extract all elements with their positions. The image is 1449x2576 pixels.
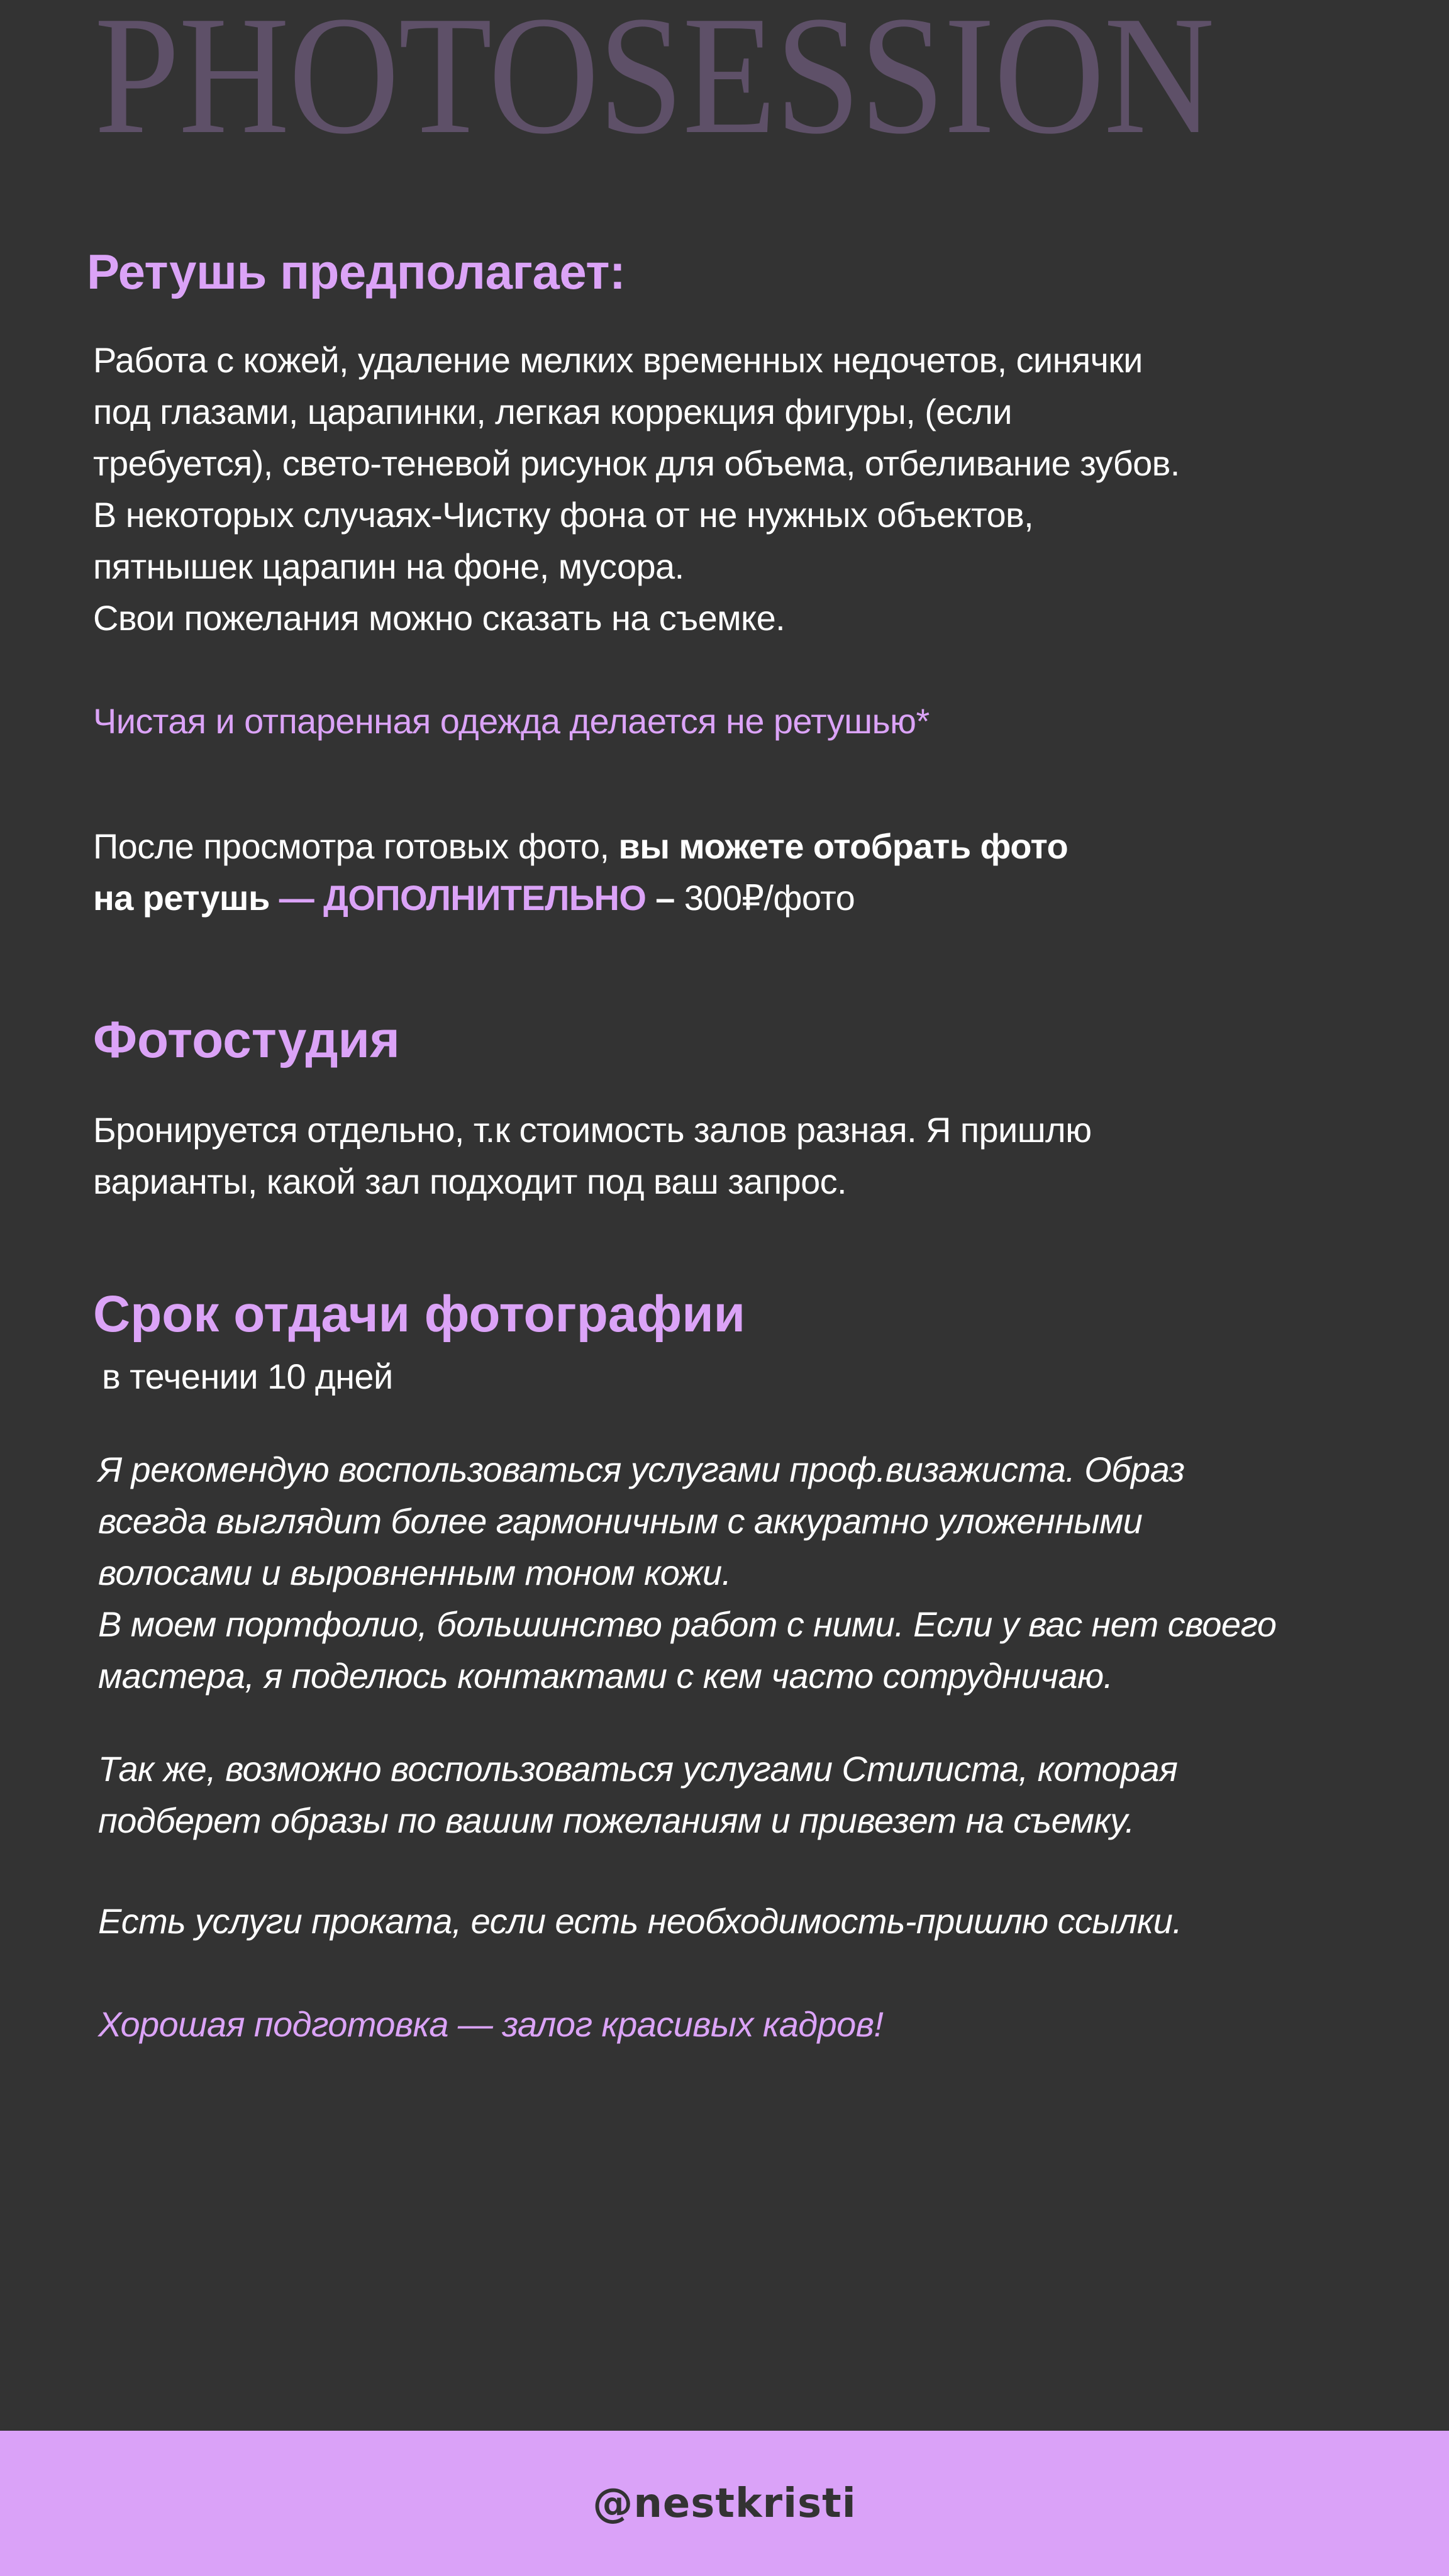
retouch-description (93, 335, 1180, 644)
text-line: пятнышек царапин на фоне, мусора. (93, 547, 684, 586)
closing-note: Хорошая подготовка — залог красивых кадров! (98, 2004, 884, 2044)
extra-bold: вы можете отобрать фото (618, 826, 1069, 866)
text-line: всегда выглядит более гармоничным с аккуратно уложенными (98, 1501, 1143, 1541)
studio-description (93, 1104, 1092, 1208)
extra-accent: — ДОПОЛНИТЕЛЬНО (279, 878, 647, 918)
extra-dash: – (646, 878, 684, 918)
makeup-recommendation (98, 1444, 1276, 1702)
studio-heading: Фотостудия (93, 1011, 400, 1069)
retouch-heading: Ретушь предполагает: (87, 244, 626, 299)
price: 300₽/фото (684, 878, 855, 918)
text-line: волосами и выровненным тоном кожи. (98, 1553, 731, 1592)
text-line: Я рекомендую воспользоваться услугами проф.визажиста. Образ (98, 1450, 1185, 1489)
text-line: Бронируется отдельно, т.к стоимость залов разная. Я пришлю (93, 1110, 1092, 1150)
extra-bold: на ретушь (93, 878, 279, 918)
extra-text: После просмотра готовых фото, (93, 826, 619, 866)
text-line: подберет образы по вашим пожеланиям и привезет на съемку. (98, 1801, 1135, 1840)
clothing-note: Чистая и отпаренная одежда делается не ретушью* (93, 701, 930, 741)
stylist-recommendation (98, 1743, 1177, 1846)
extra-retouch-info (93, 821, 1068, 924)
page-title: PHOTOSESSION (94, 0, 1214, 169)
delivery-value: в течении 10 дней (102, 1357, 393, 1396)
instagram-handle-link[interactable]: @nestkristi (592, 2480, 857, 2527)
text-line: Свои пожелания можно сказать на съемке. (93, 598, 786, 638)
delivery-heading: Срок отдачи фотографии (93, 1285, 746, 1343)
text-line: варианты, какой зал подходит под ваш запрос. (93, 1162, 847, 1201)
text-line: требуется), свето-теневой рисунок для объема, отбеливание зубов. (93, 443, 1180, 483)
footer-band (0, 2431, 1449, 2576)
text-line: Работа с кожей, удаление мелких временных недочетов, синячки (93, 340, 1143, 380)
text-line: мастера, я поделюсь контактами с кем часто сотрудничаю. (98, 1656, 1113, 1696)
text-line: Так же, возможно воспользоваться услугами Стилиста, которая (98, 1749, 1178, 1789)
rental-note: Есть услуги проката, если есть необходимость-пришлю ссылки. (98, 1901, 1182, 1941)
text-line: В некоторых случаях-Чистку фона от не нужных объектов, (93, 495, 1034, 535)
text-line: под глазами, царапинки, легкая коррекция фигуры, (если (93, 392, 1012, 431)
text-line: В моем портфолио, большинство работ с ними. Если у вас нет своего (98, 1604, 1277, 1644)
